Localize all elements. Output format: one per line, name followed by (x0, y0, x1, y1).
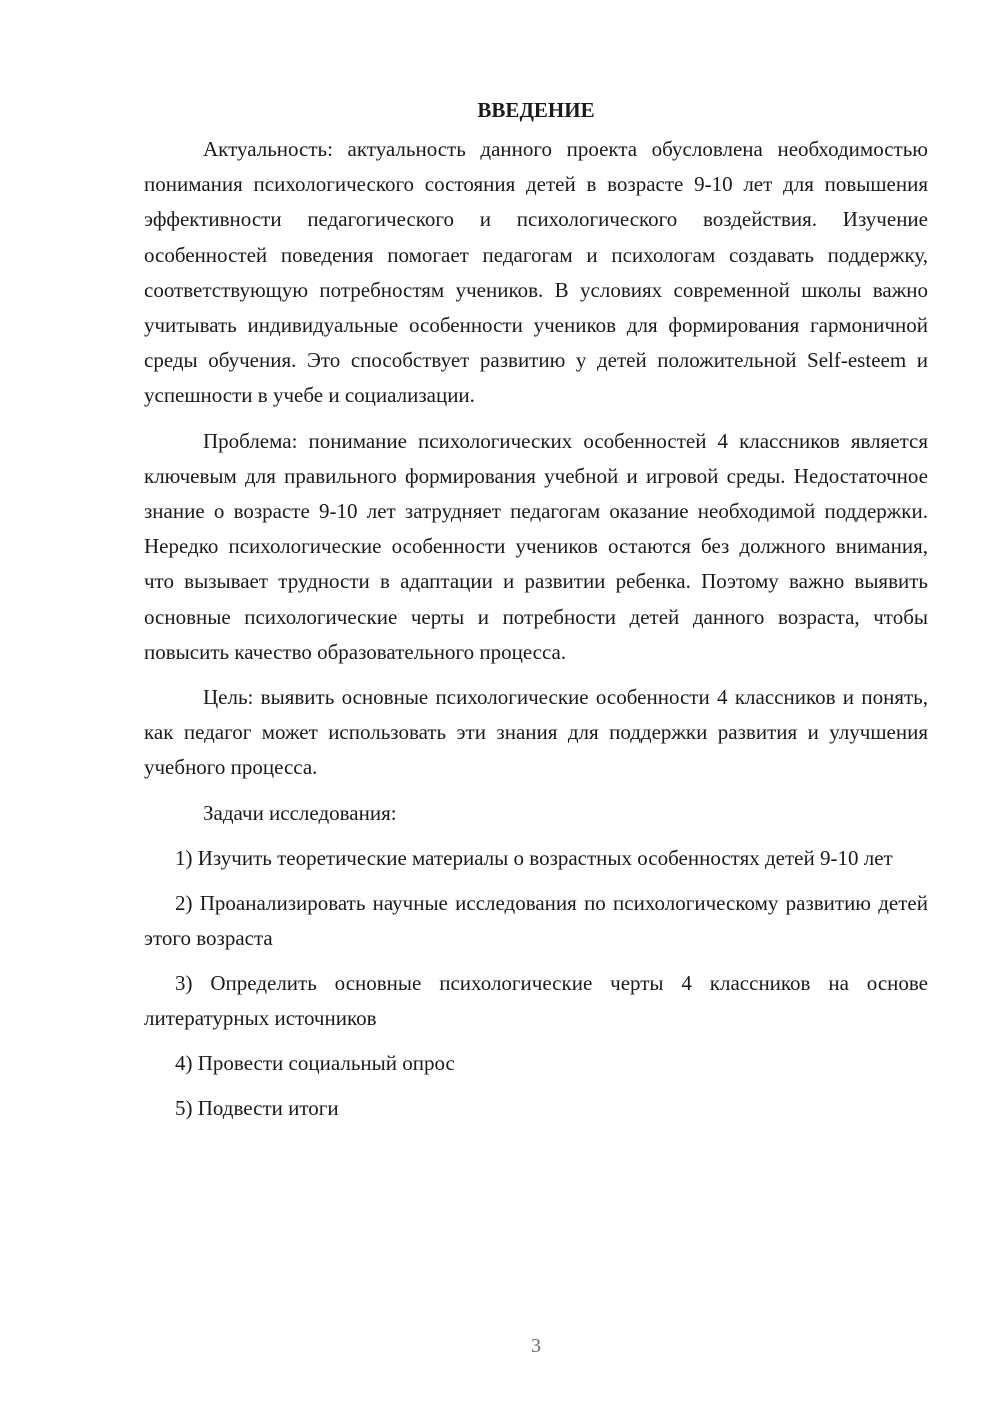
paragraph-relevance: Актуальность: актуальность данного проекта обусловлена необходимостью понимания психологического состояния детей в возрасте 9-10 лет для повышения эффективности педагогического и психологического воздействия. Изучение особенностей поведения помогает педагогам и психологам создавать поддержку, соответствующую потребностям учеников. В условиях современной школы важно учитывать индивидуальные особенности учеников для формирования гармоничной среды обучения. Это способствует развитию у детей положительной Self-esteem и успешности в учебе и социализации. (144, 137, 928, 408)
paragraph-goal: Цель: выявить основные психологические особенности 4 классников и понять, как педагог может использовать эти знания для поддержки развития и улучшения учебного процесса. (144, 685, 928, 780)
task-item: 4) Провести социальный опрос (175, 1050, 455, 1075)
tasks-heading: Задачи исследования: (203, 800, 397, 825)
page-title: ВВЕДЕНИЕ (477, 98, 595, 122)
task-item: 3) Определить основные психологические черты 4 классников на основе литературных источников (144, 970, 928, 1030)
document-page (144, 92, 928, 1136)
task-item: 2) Проанализировать научные исследования по психологическому развитию детей этого возраста (144, 890, 928, 950)
paragraph-problem: Проблема: понимание психологических особенностей 4 классников является ключевым для правильного формирования учебной и игровой среды. Недостаточное знание о возрасте 9-10 лет затрудняет педагогам оказание необходимой поддержки. Нередко психологические особенности учеников остаются без должного внимания, что вызывает трудности в адаптации и развитии ребенка. Поэтому важно выявить основные психологические черты и потребности детей данного возраста, чтобы повысить качество образовательного процесса. (144, 428, 928, 664)
page-number: 3 (531, 1335, 541, 1357)
task-item: 1) Изучить теоретические материалы о возрастных особенностях детей 9-10 лет (175, 845, 893, 870)
tasks-list (144, 841, 928, 1126)
task-item: 5) Подвести итоги (175, 1095, 339, 1120)
